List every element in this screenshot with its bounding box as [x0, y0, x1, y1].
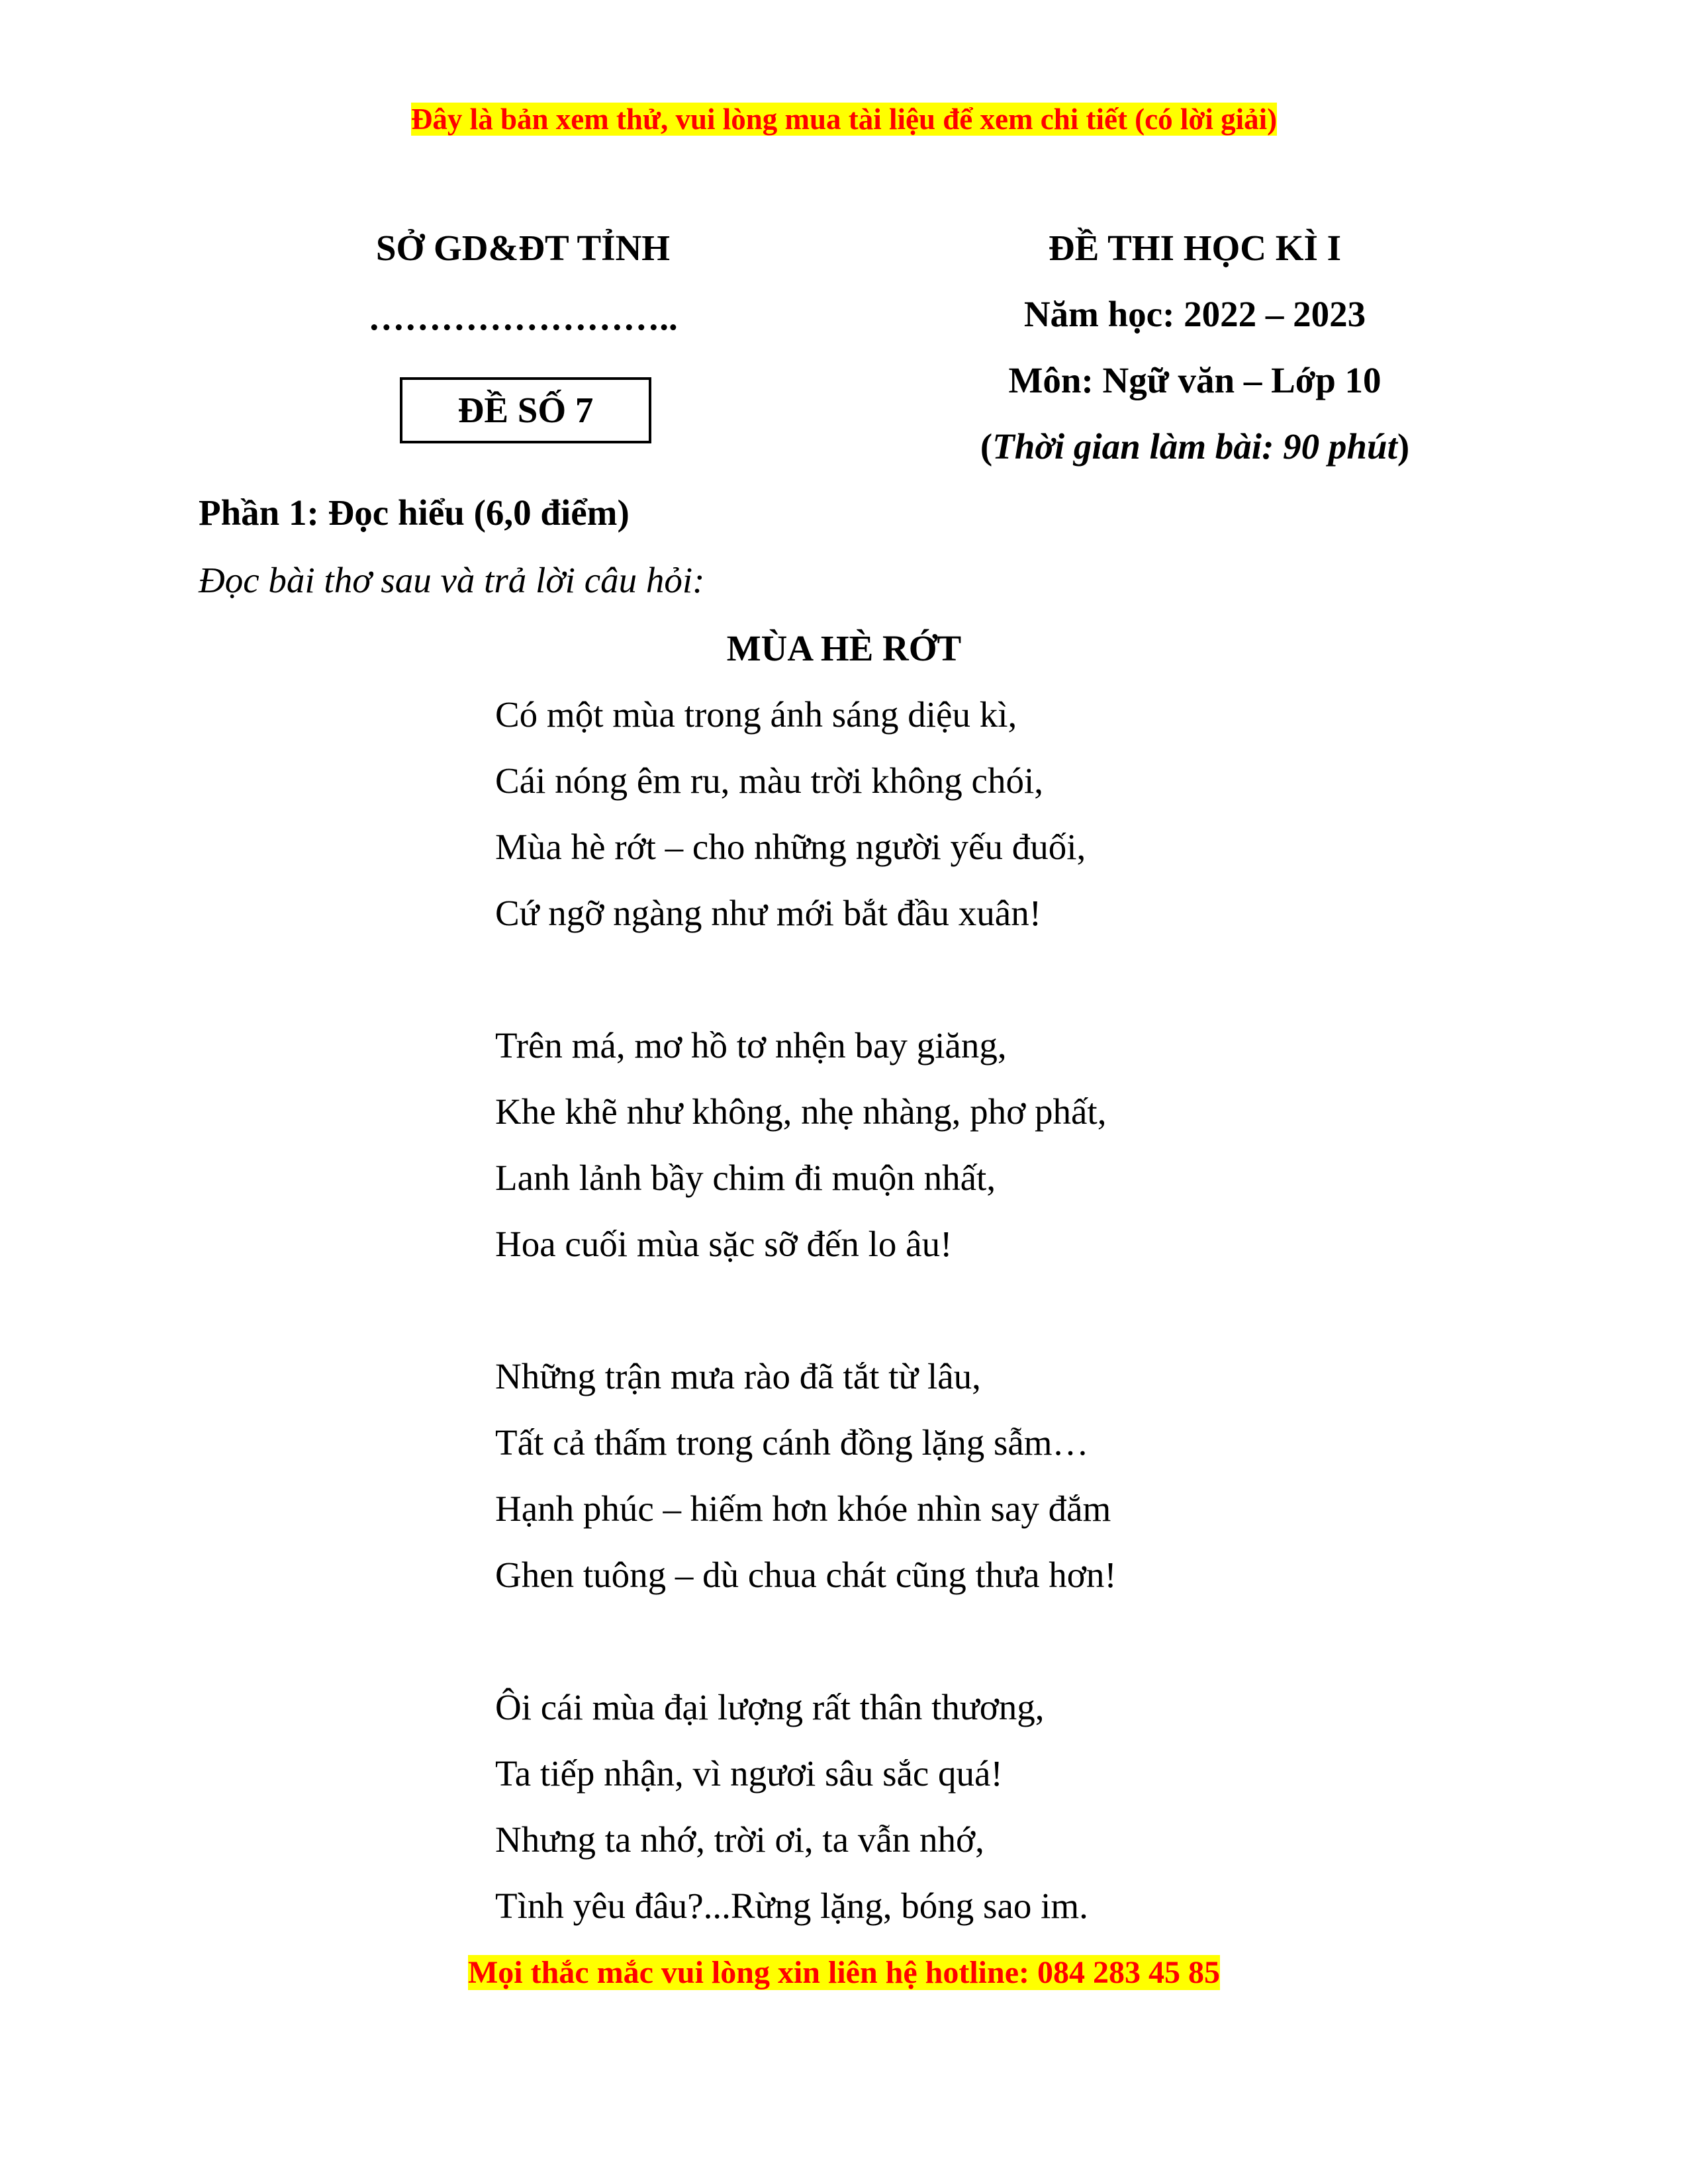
poem-title: MÙA HÈ RỚT	[726, 628, 962, 668]
poem-line: Trên má, mơ hồ tơ nhện bay giăng,	[495, 1025, 1007, 1066]
poem-line: Tình yêu đâu?...Rừng lặng, bóng sao im.	[495, 1886, 1088, 1926]
poem-stanza-2	[495, 1013, 1106, 1277]
poem-line: Có một mùa trong ánh sáng diệu kì,	[495, 694, 1017, 735]
preview-notice-text: Đây là bản xem thử, vui lòng mua tài liệu để xem chi tiết (có lời giải)	[410, 103, 1278, 136]
exam-title: ĐỀ THI HỌC KÌ I	[1048, 228, 1342, 268]
department-name: SỞ GD&ĐT TỈNH	[375, 228, 671, 268]
section-title: Phần 1: Đọc hiểu (6,0 điểm)	[199, 492, 630, 533]
subject: Môn: Ngữ văn – Lớp 10	[1008, 360, 1382, 400]
section-instruction: Đọc bài thơ sau và trả lời câu hỏi:	[199, 560, 705, 600]
department-dots: ……………………..	[368, 297, 678, 338]
poem-line: Ghen tuông – dù chua chát cũng thưa hơn!	[495, 1555, 1117, 1595]
hotline-notice-text: Mọi thắc mắc vui lòng xin liên hệ hotline: 084 283 45 85	[467, 1955, 1220, 1990]
poem-line: Tất cả thấm trong cánh đồng lặng sẫm…	[495, 1422, 1089, 1463]
poem-line: Mùa hè rớt – cho những người yếu đuối,	[495, 827, 1086, 867]
poem-line: Hoa cuối mùa sặc sỡ đến lo âu!	[495, 1224, 953, 1264]
poem-line: Nhưng ta nhớ, trời ơi, ta vẫn nhớ,	[495, 1819, 984, 1860]
exam-code-box	[400, 377, 651, 443]
hotline-notice	[0, 1952, 1688, 1993]
school-year: Năm học: 2022 – 2023	[1023, 294, 1366, 334]
poem-line: Lanh lảnh bầy chim đi muộn nhất,	[495, 1158, 996, 1198]
poem-line: Khe khẽ như không, nhẹ nhàng, phơ phất,	[495, 1091, 1107, 1132]
poem-line: Cái nóng êm ru, màu trời không chói,	[495, 760, 1043, 801]
exam-time-text: Thời gian làm bài: 90 phút	[992, 426, 1397, 467]
poem-stanza-3	[495, 1343, 1117, 1608]
poem-line: Cứ ngỡ ngàng như mới bắt đầu xuân!	[495, 893, 1042, 933]
poem-stanza-1	[495, 682, 1086, 946]
exam-time-close: )	[1397, 426, 1410, 467]
poem-line: Ôi cái mùa đại lượng rất thân thương,	[495, 1687, 1045, 1727]
poem-stanza-4	[495, 1674, 1088, 1939]
poem-line: Những trận mưa rào đã tắt từ lâu,	[495, 1356, 981, 1396]
exam-time-open: (	[980, 426, 993, 467]
exam-code: ĐỀ SỐ 7	[457, 390, 594, 430]
preview-notice	[0, 99, 1688, 139]
poem-line: Hạnh phúc – hiếm hơn khóe nhìn say đắm	[495, 1488, 1111, 1529]
exam-time	[907, 424, 1483, 470]
poem-line: Ta tiếp nhận, vì ngươi sâu sắc quá!	[495, 1753, 1003, 1794]
